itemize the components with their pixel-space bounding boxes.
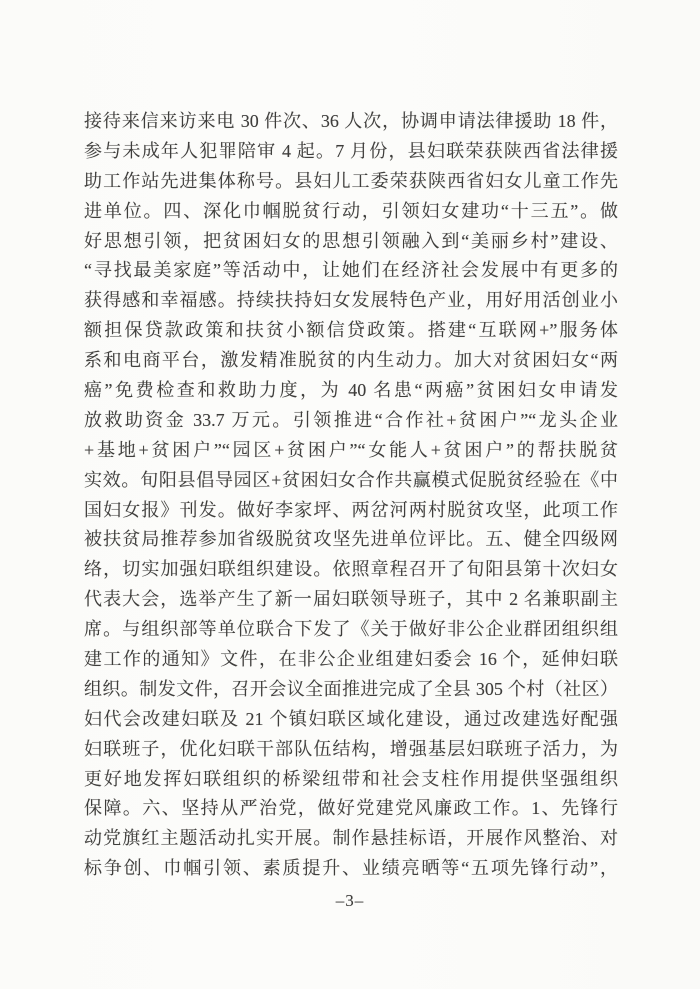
text-line: 代表大会，选举产生了新一届妇联领导班子，其中 2 名兼职副主 — [84, 589, 618, 610]
text-line: 助工作站先进集体称号。县妇儿工委荣获陕西省妇女儿童工作先 — [84, 170, 618, 191]
text-line: 动党旗红主题活动扎实开展。制作悬挂标语，开展作风整治、对 — [84, 828, 618, 849]
text-line: 国妇女报》刊发。做好李家坪、两岔河两村脱贫攻坚，此项工作 — [84, 499, 618, 520]
document-body — [84, 107, 618, 884]
text-line: 系和电商平台，激发精准脱贫的内生动力。加大对贫困妇女“两 — [84, 350, 618, 371]
text-line: 标争创、巾帼引领、素质提升、业绩亮晒等“五项先锋行动”， — [84, 858, 618, 879]
text-line: 更好地发挥妇联组织的桥梁纽带和社会支柱作用提供坚强组织 — [84, 768, 618, 789]
text-line: 席。与组织部等单位联合下发了《关于做好非公企业群团组织组 — [84, 619, 618, 640]
text-line: 妇代会改建妇联及 21 个镇妇联区域化建设，通过改建选好配强 — [84, 708, 618, 729]
text-line: 被扶贫局推荐参加省级脱贫攻坚先进单位评比。五、健全四级网 — [84, 529, 618, 550]
text-line: 癌”免费检查和救助力度，为 40 名患“两癌”贫困妇女申请发 — [84, 380, 618, 401]
text-line: 实效。旬阳县倡导园区+贫困妇女合作共赢模式促脱贫经验在《中 — [84, 469, 618, 490]
text-line: 建工作的通知》文件，在非公企业组建妇委会 16 个，延伸妇联 — [84, 649, 618, 670]
text-line: 保障。六、坚持从严治党，做好党建党风廉政工作。1、先锋行 — [84, 798, 618, 819]
text-line: 参与未成年人犯罪陪审 4 起。7 月份，县妇联荣获陕西省法律援 — [84, 140, 618, 161]
text-line: 放救助资金 33.7 万元。引领推进“合作社+贫困户”“龙头企业 — [84, 409, 618, 430]
text-line: 额担保贷款政策和扶贫小额信贷政策。搭建“互联网+”服务体 — [84, 320, 618, 341]
text-line: 获得感和幸福感。持续扶持妇女发展特色产业，用好用活创业小 — [84, 290, 618, 311]
text-line: 络，切实加强妇联组织建设。依照章程召开了旬阳县第十次妇女 — [84, 559, 618, 580]
page-number: –3– — [335, 891, 365, 910]
text-line: 好思想引领，把贫困妇女的思想引领融入到“美丽乡村”建设、 — [84, 230, 618, 251]
text-line: +基地+贫困户”“园区+贫困户”“女能人+贫困户”的帮扶脱贫 — [84, 439, 618, 460]
text-line: 进单位。四、深化巾帼脱贫行动，引领妇女建功“十三五”。做 — [84, 200, 618, 221]
text-line: 妇联班子，优化妇联干部队伍结构，增强基层妇联班子活力，为 — [84, 738, 618, 759]
text-line: “寻找最美家庭”等活动中，让她们在经济社会发展中有更多的 — [84, 260, 618, 281]
text-line: 组织。制发文件，召开会议全面推进完成了全县 305 个村（社区） — [84, 678, 618, 699]
text-line: 接待来信来访来电 30 件次、36 人次，协调申请法律援助 18 件， — [84, 111, 618, 131]
